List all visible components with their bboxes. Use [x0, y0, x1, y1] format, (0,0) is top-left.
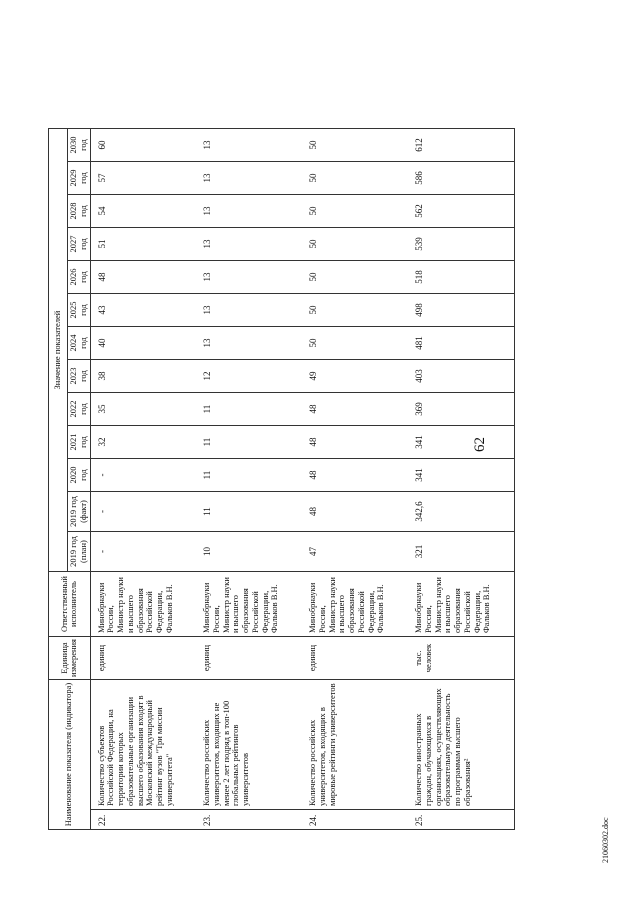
header-year: 2020 год — [68, 459, 91, 492]
header-year: 2019 год (план) — [68, 532, 91, 572]
value-cell: - — [90, 459, 196, 492]
value-cell: 40 — [90, 327, 196, 360]
header-year: 2028 год — [68, 195, 91, 228]
value-cell: 50 — [302, 195, 408, 228]
header-year: 2024 год — [68, 327, 91, 360]
unit-cell: единиц — [196, 637, 302, 680]
header-year: 2021 год — [68, 426, 91, 459]
header-name: Наименование показателя (индикатора) — [49, 680, 91, 830]
table-row — [302, 129, 408, 830]
value-cell: 12 — [196, 360, 302, 393]
value-cell: 11 — [196, 492, 302, 532]
value-cell: 50 — [302, 228, 408, 261]
indicator-name: Количество субъектов Российской Федерации, на территории которых образовательные организации высшего образования входят в Московский международный рейтинг вузов "Три миссии университета" — [90, 680, 196, 810]
value-cell: 562 — [408, 195, 514, 228]
value-cell: 32 — [90, 426, 196, 459]
rotated-page-content — [48, 35, 610, 863]
value-cell: 48 — [90, 261, 196, 294]
value-cell: 321 — [408, 532, 514, 572]
value-cell: 50 — [302, 162, 408, 195]
value-cell: 539 — [408, 228, 514, 261]
unit-cell: единиц — [90, 637, 196, 680]
value-cell: 10 — [196, 532, 302, 572]
responsible-cell: Минобрнауки России, Министр науки и высшего образования Российской Федерации, Фальков В.Н. — [90, 572, 196, 637]
header-year: 2019 год (факт) — [68, 492, 91, 532]
document-id: 21060302.doc — [601, 817, 610, 863]
value-cell: 50 — [302, 327, 408, 360]
table-row — [196, 129, 302, 830]
value-cell: 481 — [408, 327, 514, 360]
unit-cell: тыс. человек — [408, 637, 514, 680]
value-cell: 11 — [196, 393, 302, 426]
header-year: 2023 год — [68, 360, 91, 393]
responsible-cell: Минобрнауки России, Министр науки и высшего образования Российской Федерации, Фальков В.Н. — [196, 572, 302, 637]
value-cell: 48 — [302, 459, 408, 492]
value-cell: - — [90, 492, 196, 532]
value-cell: 48 — [302, 492, 408, 532]
value-cell: 586 — [408, 162, 514, 195]
value-cell: 13 — [196, 261, 302, 294]
value-cell: 11 — [196, 426, 302, 459]
value-cell: 13 — [196, 195, 302, 228]
indicator-name: Количество иностранных граждан, обучающихся в организациях, осуществляющих образовательную деятельность по программам высшего образования² — [408, 680, 514, 810]
header-year: 2029 год — [68, 162, 91, 195]
row-number: 25. — [408, 810, 514, 830]
table-row — [408, 129, 514, 830]
responsible-cell: Минобрнауки России, Министр науки и высшего образования Российской Федерации, Фальков В.Н. — [302, 572, 408, 637]
header-values-group: Значение показателей — [49, 129, 68, 572]
header-year: 2027 год — [68, 228, 91, 261]
value-cell: 612 — [408, 129, 514, 162]
row-number: 23. — [196, 810, 302, 830]
value-cell: 498 — [408, 294, 514, 327]
row-number: 24. — [302, 810, 408, 830]
value-cell: 51 — [90, 228, 196, 261]
value-cell: 54 — [90, 195, 196, 228]
value-cell: 518 — [408, 261, 514, 294]
value-cell: 50 — [302, 261, 408, 294]
value-cell: 47 — [302, 532, 408, 572]
value-cell: 60 — [90, 129, 196, 162]
value-cell: 13 — [196, 294, 302, 327]
value-cell: 13 — [196, 162, 302, 195]
indicator-name: Количество российских университетов, входящих в мировые рейтинги университетов — [302, 680, 408, 810]
value-cell: 43 — [90, 294, 196, 327]
value-cell: 403 — [408, 360, 514, 393]
header-year: 2030 год — [68, 129, 91, 162]
page-number: 62 — [472, 437, 488, 452]
value-cell: 48 — [302, 426, 408, 459]
value-cell: 11 — [196, 459, 302, 492]
value-cell: 13 — [196, 228, 302, 261]
value-cell: - — [90, 532, 196, 572]
header-year: 2025 год — [68, 294, 91, 327]
value-cell: 38 — [90, 360, 196, 393]
value-cell: 341 — [408, 459, 514, 492]
header-year: 2026 год — [68, 261, 91, 294]
table-body — [90, 129, 514, 830]
header-row-top — [49, 129, 68, 830]
indicator-name: Количество российских университетов, входящих не менее 2 лет подряд в топ-100 глобальных рейтингов университетов — [196, 680, 302, 810]
header-unit: Единица измерения — [49, 637, 91, 680]
value-cell: 50 — [302, 129, 408, 162]
value-cell: 342,6 — [408, 492, 514, 532]
responsible-cell: Минобрнауки России, Министр науки и высшего образования Российской Федерации, Фальков В.Н. — [408, 572, 514, 637]
row-number: 22. — [90, 810, 196, 830]
header-year: 2022 год — [68, 393, 91, 426]
value-cell: 13 — [196, 327, 302, 360]
indicators-table — [48, 128, 515, 830]
unit-cell: единиц — [302, 637, 408, 680]
table-row — [90, 129, 196, 830]
value-cell: 35 — [90, 393, 196, 426]
value-cell: 50 — [302, 294, 408, 327]
value-cell: 48 — [302, 393, 408, 426]
value-cell: 57 — [90, 162, 196, 195]
value-cell: 369 — [408, 393, 514, 426]
value-cell: 341 — [408, 426, 514, 459]
value-cell: 13 — [196, 129, 302, 162]
value-cell: 49 — [302, 360, 408, 393]
header-responsible: Ответственный исполнитель — [49, 572, 91, 637]
